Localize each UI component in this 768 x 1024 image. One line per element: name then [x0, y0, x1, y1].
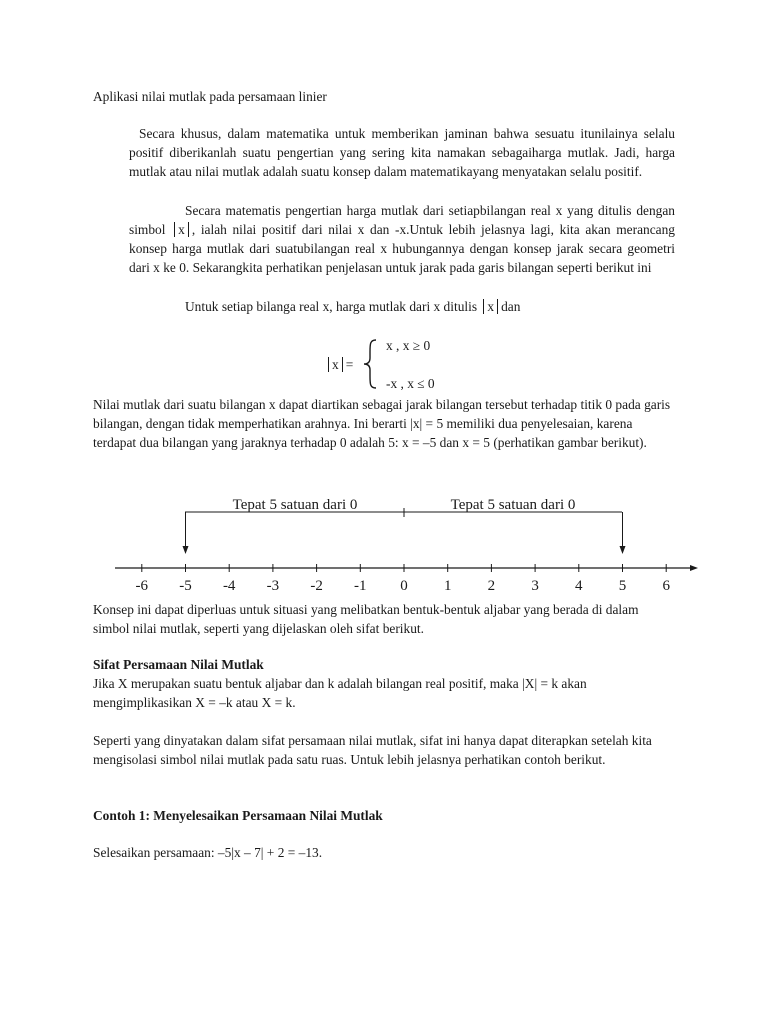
paragraph-definition: [129, 201, 675, 277]
paragraph-intro: Secara khusus, dalam matematika untuk memberikan jaminan bahwa sesuatu itunilainya selalu positif diberikanlah suatu pengertian yang sering kita namakan sebagaiharga mutlak. Jadi, harga mutlak atau nilai mutlak adalah suatu konsep dalam matematikayang menyatakan selalu positif.: [129, 126, 675, 179]
definition-case-negative: -x , x ≤ 0: [386, 376, 435, 391]
definition-case-positive: x , x ≥ 0: [386, 338, 431, 353]
distance-label-left: Tepat 5 satuan dari 0: [232, 497, 358, 513]
notation-text-before: Untuk setiap bilanga real x, harga mutlak dari x ditulis: [185, 299, 478, 314]
definition-lhs: [325, 355, 353, 374]
paragraph-distance: Nilai mutlak dari suatu bilangan x dapat diartikan sebagai jarak bilangan tersebut terhadap titik 0 pada garis bilangan, dengan tidak memperhatikan arahnya. Ini berarti |x| = 5 memiliki dua penyelesaian, karena terdapat dua bilangan yang jaraknya terhadap 0 adalah 5: x = –5 dan x = 5 (perhatikan gambar berikut).: [93, 397, 671, 450]
abs-bar-right: [497, 299, 498, 314]
definition-text-after: , ialah nilai positif dari nilai x dan -x.Untuk lebih jelasnya lagi, kita akan merancang konsep harga mutlak dari suatubilangan real x hubungannya dengan konsep jarak secara geometri dari x ke 0. Sekarangkita perhatikan penjelasan untuk jarak pada garis bilangan seperti berikut ini: [129, 222, 675, 275]
distance-label-right: Tepat 5 satuan dari 0: [450, 497, 576, 513]
tick-label: -5: [179, 578, 192, 594]
lhs-x: x: [332, 357, 339, 372]
section-title-contoh: Contoh 1: Menyelesaikan Persamaan Nilai Mutlak: [93, 808, 383, 823]
paragraph-contoh: Selesaikan persamaan: –5|x – 7| + 2 = –13.: [93, 845, 323, 860]
abs-symbol-x: x: [487, 299, 495, 314]
tick-label: -2: [310, 578, 323, 594]
arrow-down-icon: [183, 546, 189, 554]
axis-arrow-icon: [690, 565, 698, 571]
number-line-figure: [0, 480, 768, 600]
tick-label: -1: [354, 578, 367, 594]
tick-label: 3: [531, 578, 539, 594]
tick-label: 2: [487, 578, 496, 594]
arrow-down-icon: [620, 546, 626, 554]
section-title-sifat: Sifat Persamaan Nilai Mutlak: [93, 657, 264, 672]
paragraph-notation: [185, 297, 520, 316]
tick-label: 1: [443, 578, 452, 594]
tick-label: -4: [222, 578, 236, 594]
notation-text-after: dan: [501, 299, 521, 314]
curly-brace-icon: [362, 338, 384, 390]
abs-symbol-x: x: [178, 222, 185, 237]
abs-bar-left: [328, 357, 329, 372]
equals-sign: =: [345, 357, 354, 372]
abs-bar-right: [342, 357, 343, 372]
tick-label: 4: [575, 578, 583, 594]
tick-label: -6: [135, 578, 149, 594]
tick-label: 0: [400, 578, 408, 594]
definition-text-before: Secara matematis pengertian harga mutlak dari setiapbilangan real x yang ditulis dengan simbol: [129, 203, 675, 237]
abs-bar-right: [188, 222, 189, 237]
tick-label: -3: [266, 578, 280, 594]
paragraph-extension: Konsep ini dapat diperluas untuk situasi yang melibatkan bentuk-bentuk aljabar yang berada di dalam simbol nilai mutlak, seperti yang dijelaskan oleh sifat berikut.: [93, 602, 639, 636]
tick-label: 6: [662, 578, 670, 594]
document-heading: Aplikasi nilai mutlak pada persamaan linier: [93, 89, 327, 104]
abs-bar-left: [174, 222, 175, 237]
abs-bar-left: [483, 299, 484, 314]
tick-label: 5: [618, 578, 627, 594]
paragraph-sifat: Jika X merupakan suatu bentuk aljabar dan k adalah bilangan real positif, maka |X| = k akan mengimplikasikan X = –k atau X = k.: [93, 676, 587, 710]
paragraph-isolation: Seperti yang dinyatakan dalam sifat persamaan nilai mutlak, sifat ini hanya dapat diterapkan setelah kita mengisolasi simbol nilai mutlak pada satu ruas. Untuk lebih jelasnya perhatikan contoh berikut.: [93, 733, 652, 767]
